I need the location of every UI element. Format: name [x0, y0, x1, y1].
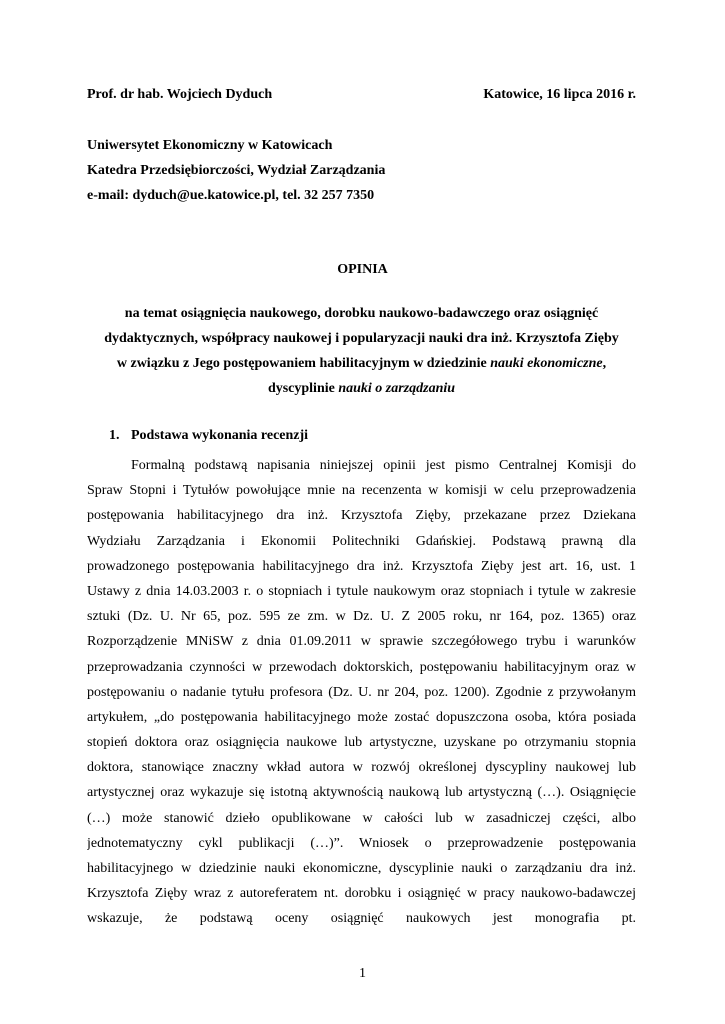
place-date: Katowice, 16 lipca 2016 r. — [483, 87, 636, 102]
body-line: doktora, stanowiące znaczny wkład autora w rozwój określonej dyscypliny naukowej lub — [87, 760, 636, 776]
body-line: jednotematyczny cykl publikacji (…)”. Wniosek o przeprowadzenie postępowania — [87, 835, 636, 851]
section-title: Podstawa wykonania recenzji — [131, 428, 309, 443]
department-name: Katedra Przedsiębiorczości, Wydział Zarządzania — [87, 163, 386, 178]
subject-line-1: na temat osiągnięcia naukowego, dorobku naukowo-badawczego oraz osiągnięć — [124, 306, 599, 321]
subject-discipline-italic: nauki o zarządzaniu — [338, 381, 456, 396]
page-number: 1 — [359, 966, 366, 981]
body-line: sztuki (Dz. U. Nr 65, poz. 595 ze zm. w Dz. U. Z 2005 roku, nr 164, poz. 1365) oraz — [87, 609, 636, 625]
body-line: wskazuje, że podstawą oceny osiągnięć naukowych jest monografia pt. — [87, 911, 636, 927]
body-line: (…) może stanowić dzieło opublikowane w całości lub w zasadniczej części, albo — [87, 810, 636, 826]
body-line: Spraw Stopni i Tytułów powołujące mnie na recenzenta w komisji w celu przeprowadzenia — [87, 483, 636, 499]
body-line: habilitacyjnego w dziedzinie nauki ekonomiczne, dyscyplinie nauki o zarządzaniu dra inż. — [87, 861, 636, 876]
subject-line-3-punct: , — [602, 356, 607, 371]
contact-info: e-mail: dyduch@ue.katowice.pl, tel. 32 257 7350 — [87, 188, 375, 203]
subject-line-3-text: w związku z Jego postępowaniem habilitacyjnym w dziedzinie — [116, 356, 491, 371]
subject-line-2: dydaktycznych, współpracy naukowej i popularyzacji nauki dra inż. Krzysztofa Zięby — [104, 331, 619, 346]
university-name: Uniwersytet Ekonomiczny w Katowicach — [87, 138, 333, 153]
section-heading — [109, 428, 308, 444]
body-line: artykułem, „do postępowania habilitacyjnego może zostać dopuszczona osoba, która posiada — [87, 709, 636, 725]
subject-line-3 — [87, 351, 636, 376]
subject-line-4-text: dyscyplinie — [267, 381, 339, 396]
body-line: Formalną podstawą napisania niniejszej opinii jest pismo Centralnej Komisji do — [131, 458, 636, 473]
body-line: Krzysztofa Zięby wraz z autoreferatem nt. dorobku i osiągnięć w pracy naukowo-badawczej — [87, 886, 636, 902]
header-top-row — [87, 86, 636, 104]
body-line: Ustawy z dnia 14.03.2003 r. o stopniach i tytule naukowym oraz stopniach i tytule w zakresie — [87, 583, 636, 599]
body-line: postępowaniu o nadanie tytułu profesora (Dz. U. nr 204, poz. 1200). Zgodnie z przywołanym — [87, 684, 636, 700]
subject-field-italic: nauki ekonomiczne — [490, 356, 603, 371]
body-line: stopień doktora oraz osiągnięcia naukowe lub artystyczne, uzyskane po otrzymaniu stopnia — [87, 735, 636, 751]
author-name: Prof. dr hab. Wojciech Dyduch — [87, 87, 273, 102]
document-subject — [87, 301, 636, 401]
body-paragraph — [87, 453, 636, 932]
section-number: 1. — [109, 428, 120, 443]
subject-line-4 — [87, 376, 636, 401]
body-line: przeprowadzania czynności w przewodach doktorskich, postępowaniu habilitacyjnym oraz w — [87, 659, 636, 675]
body-line: artystycznej oraz wykazuje się istotną aktywnością naukową lub artystyczną (…). Osiągnięcie — [87, 785, 636, 801]
document-title: OPINIA — [337, 262, 388, 277]
body-line: Wydziału Zarządzania i Ekonomii Politechniki Gdańskiej. Podstawą prawną dla — [87, 533, 636, 549]
body-line: Rozporządzenie MNiSW z dnia 01.09.2011 w sprawie szczegółowego trybu i warunków — [87, 634, 636, 650]
body-line: postępowania habilitacyjnego dra inż. Krzysztofa Zięby, przekazane przez Dziekana — [87, 508, 636, 524]
body-line: prowadzonego postępowania habilitacyjnego dra inż. Krzysztofa Zięby jest art. 16, ust. 1 — [87, 558, 636, 574]
